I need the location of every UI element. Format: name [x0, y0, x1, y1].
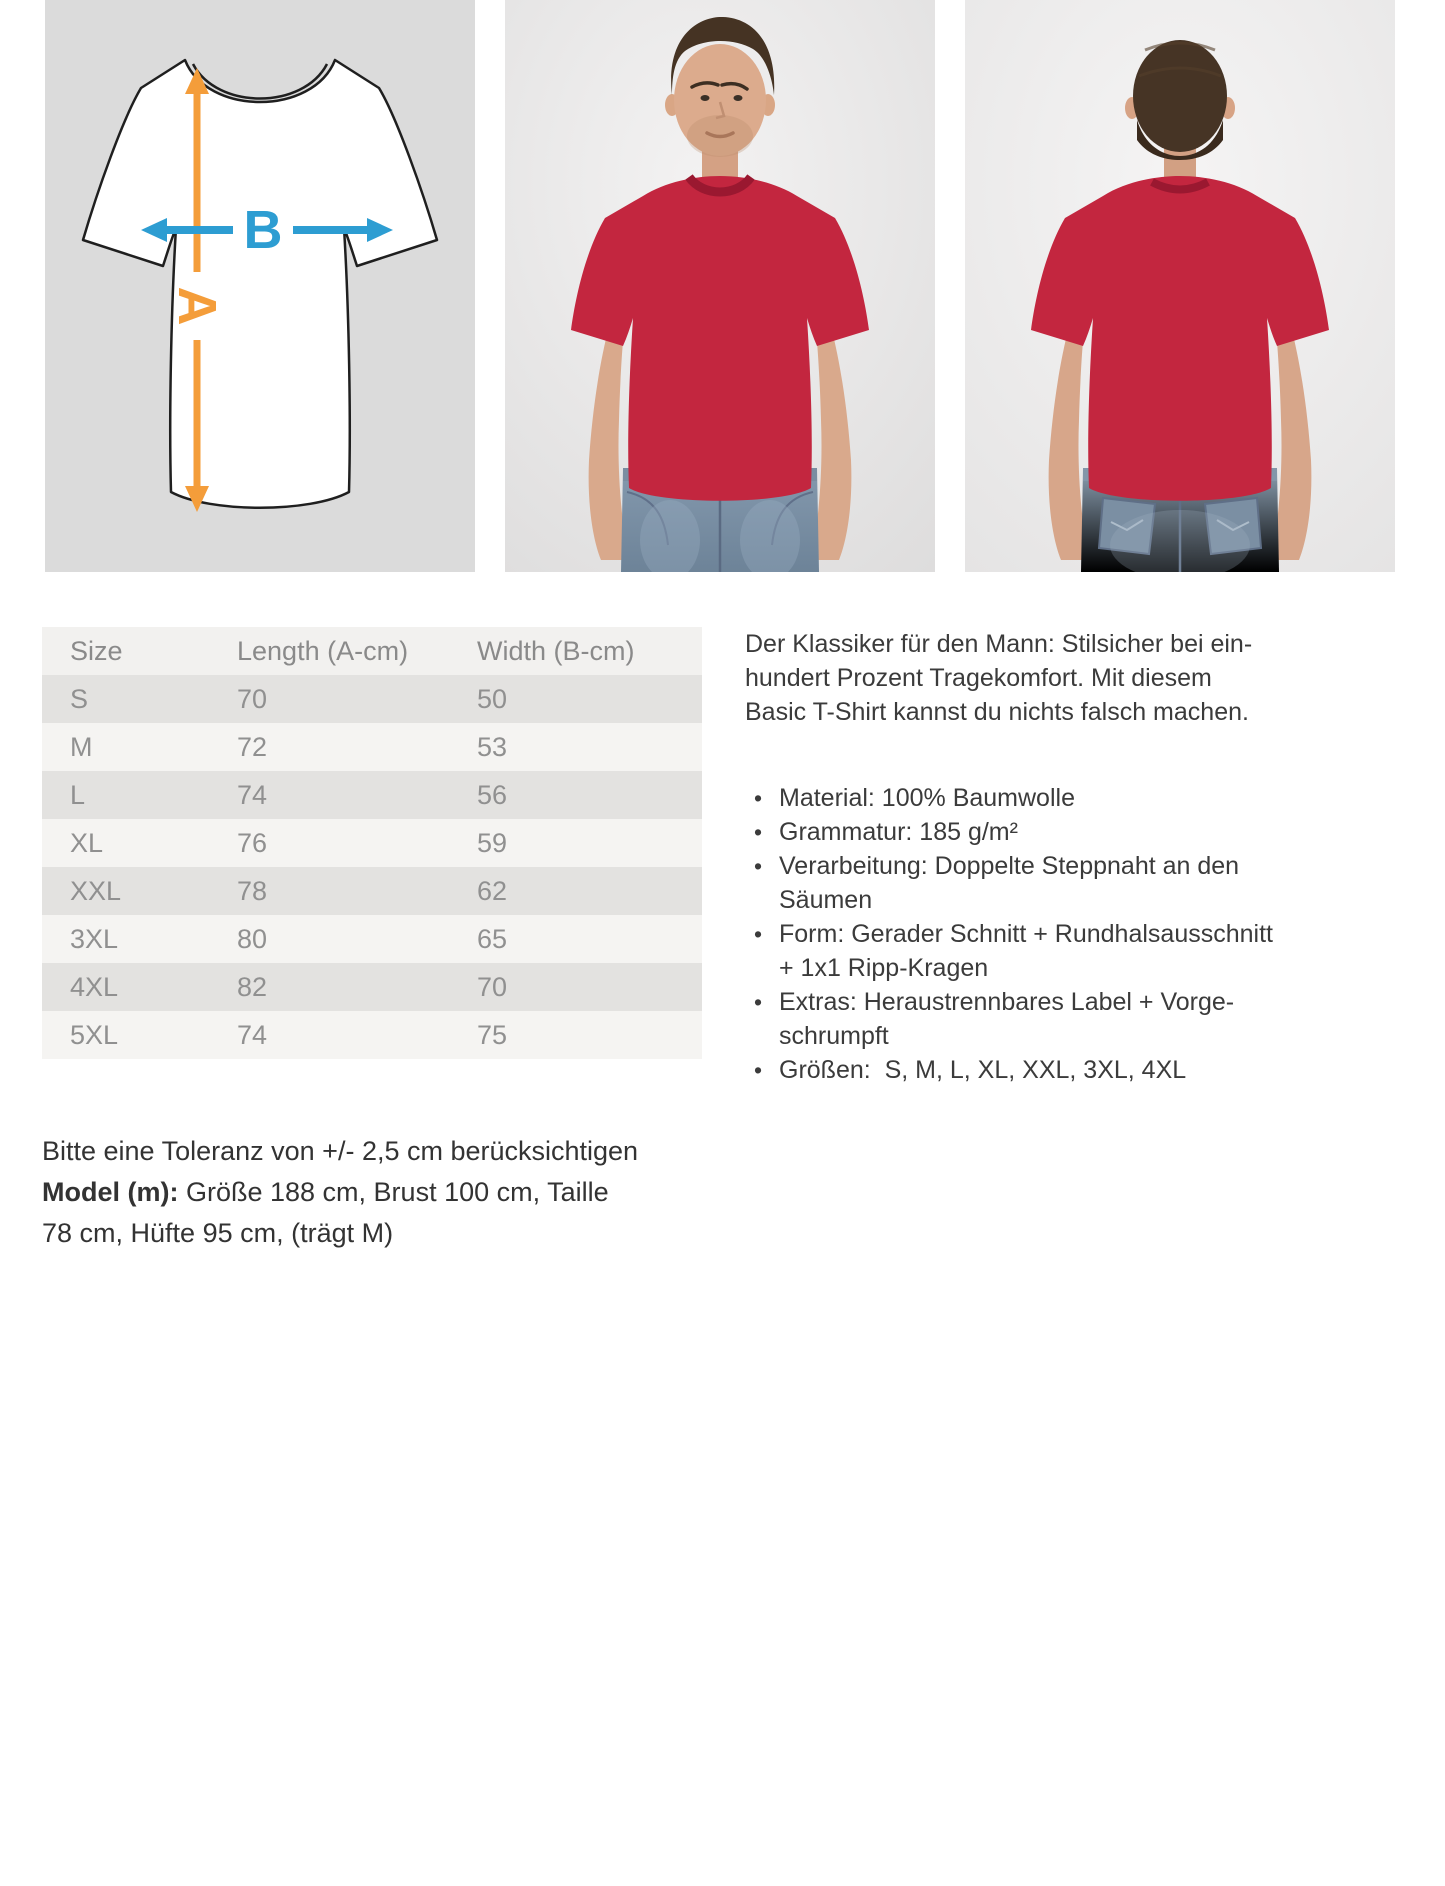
feature-line: • Extras: Heraustrennbares Label + Vorge- — [779, 988, 1235, 1016]
col-header-size: Size — [70, 636, 123, 666]
table-cell: 78 — [237, 876, 268, 906]
measurement-notes — [42, 1131, 702, 1254]
paragraph-line: Der Klassiker für den Mann: Stilsicher bei ein- — [745, 630, 1253, 658]
label-a: A — [167, 286, 227, 326]
tolerance-note: Bitte eine Toleranz von +/- 2,5 cm berücksichtigen — [42, 1136, 639, 1166]
table-cell: 74 — [237, 780, 268, 810]
col-header-width: Width (B-cm) — [477, 636, 635, 666]
model-info-text: Größe 188 cm, Brust 100 cm, Taille — [178, 1177, 609, 1207]
table-cell: XL — [70, 828, 104, 858]
table-cell: 53 — [477, 732, 508, 762]
feature-item — [745, 849, 1403, 917]
description-column — [745, 627, 1403, 1254]
table-cell: 74 — [237, 1020, 268, 1050]
table-cell: 65 — [477, 924, 508, 954]
feature-line: • Material: 100% Baumwolle — [779, 784, 1075, 812]
table-cell: 3XL — [70, 924, 119, 954]
table-row — [42, 675, 702, 723]
table-row — [42, 915, 702, 963]
feature-list — [745, 781, 1403, 1087]
model-back-photo — [965, 0, 1395, 572]
table-row — [42, 723, 702, 771]
size-diagram-image — [45, 0, 475, 572]
model-info-line1 — [42, 1172, 702, 1213]
table-row — [42, 1011, 702, 1059]
table-row — [42, 771, 702, 819]
table-cell: 59 — [477, 828, 508, 858]
table-cell: 62 — [477, 876, 508, 906]
feature-line: + 1x1 Ripp-Kragen — [779, 954, 989, 982]
table-cell: 70 — [237, 684, 268, 714]
size-table-body — [42, 675, 702, 1059]
feature-item — [745, 985, 1403, 1053]
product-details — [0, 627, 1445, 1254]
table-cell: S — [70, 684, 89, 714]
feature-line: • Form: Gerader Schnitt + Rundhalsausschnitt — [779, 920, 1273, 948]
table-cell: 5XL — [70, 1020, 119, 1050]
paragraph-line: Basic T-Shirt kannst du nichts falsch machen. — [745, 698, 1249, 726]
label-b: B — [243, 200, 283, 260]
feature-line: • Größen: S, M, L, XL, XXL, 3XL, 4XL — [779, 1056, 1187, 1084]
table-cell: XXL — [70, 876, 122, 906]
model-info-line2: 78 cm, Hüfte 95 cm, (trägt M) — [42, 1218, 394, 1248]
feature-line: schrumpft — [779, 1022, 889, 1050]
size-table-header-row — [42, 627, 702, 675]
table-row — [42, 963, 702, 1011]
feature-item — [745, 781, 1403, 815]
table-row — [42, 819, 702, 867]
table-row — [42, 867, 702, 915]
feature-line: Säumen — [779, 886, 873, 914]
model-front-photo — [505, 0, 935, 572]
feature-item — [745, 815, 1403, 849]
col-header-length: Length (A-cm) — [237, 636, 409, 666]
model-back-illustration — [965, 0, 1395, 572]
paragraph-line: hundert Prozent Tragekomfort. Mit diesem — [745, 664, 1212, 692]
table-cell: 70 — [477, 972, 508, 1002]
feature-line: • Verarbeitung: Doppelte Steppnaht an den — [779, 852, 1240, 880]
table-cell: 80 — [237, 924, 268, 954]
feature-item — [745, 917, 1403, 985]
table-cell: L — [70, 780, 86, 810]
description-paragraph — [745, 627, 1403, 729]
model-info-label: Model (m): — [42, 1177, 179, 1207]
table-cell: 56 — [477, 780, 508, 810]
table-cell: 82 — [237, 972, 268, 1002]
table-cell: M — [70, 732, 93, 762]
tshirt-measurement-diagram — [45, 0, 475, 572]
table-cell: 76 — [237, 828, 268, 858]
feature-item — [745, 1053, 1403, 1087]
size-info-column — [42, 627, 702, 1254]
table-cell: 72 — [237, 732, 268, 762]
table-cell: 75 — [477, 1020, 508, 1050]
table-cell: 4XL — [70, 972, 119, 1002]
feature-line: • Grammatur: 185 g/m² — [779, 818, 1018, 846]
model-front-illustration — [505, 0, 935, 572]
size-table — [42, 627, 702, 1059]
table-cell: 50 — [477, 684, 508, 714]
product-image-row — [0, 0, 1445, 572]
